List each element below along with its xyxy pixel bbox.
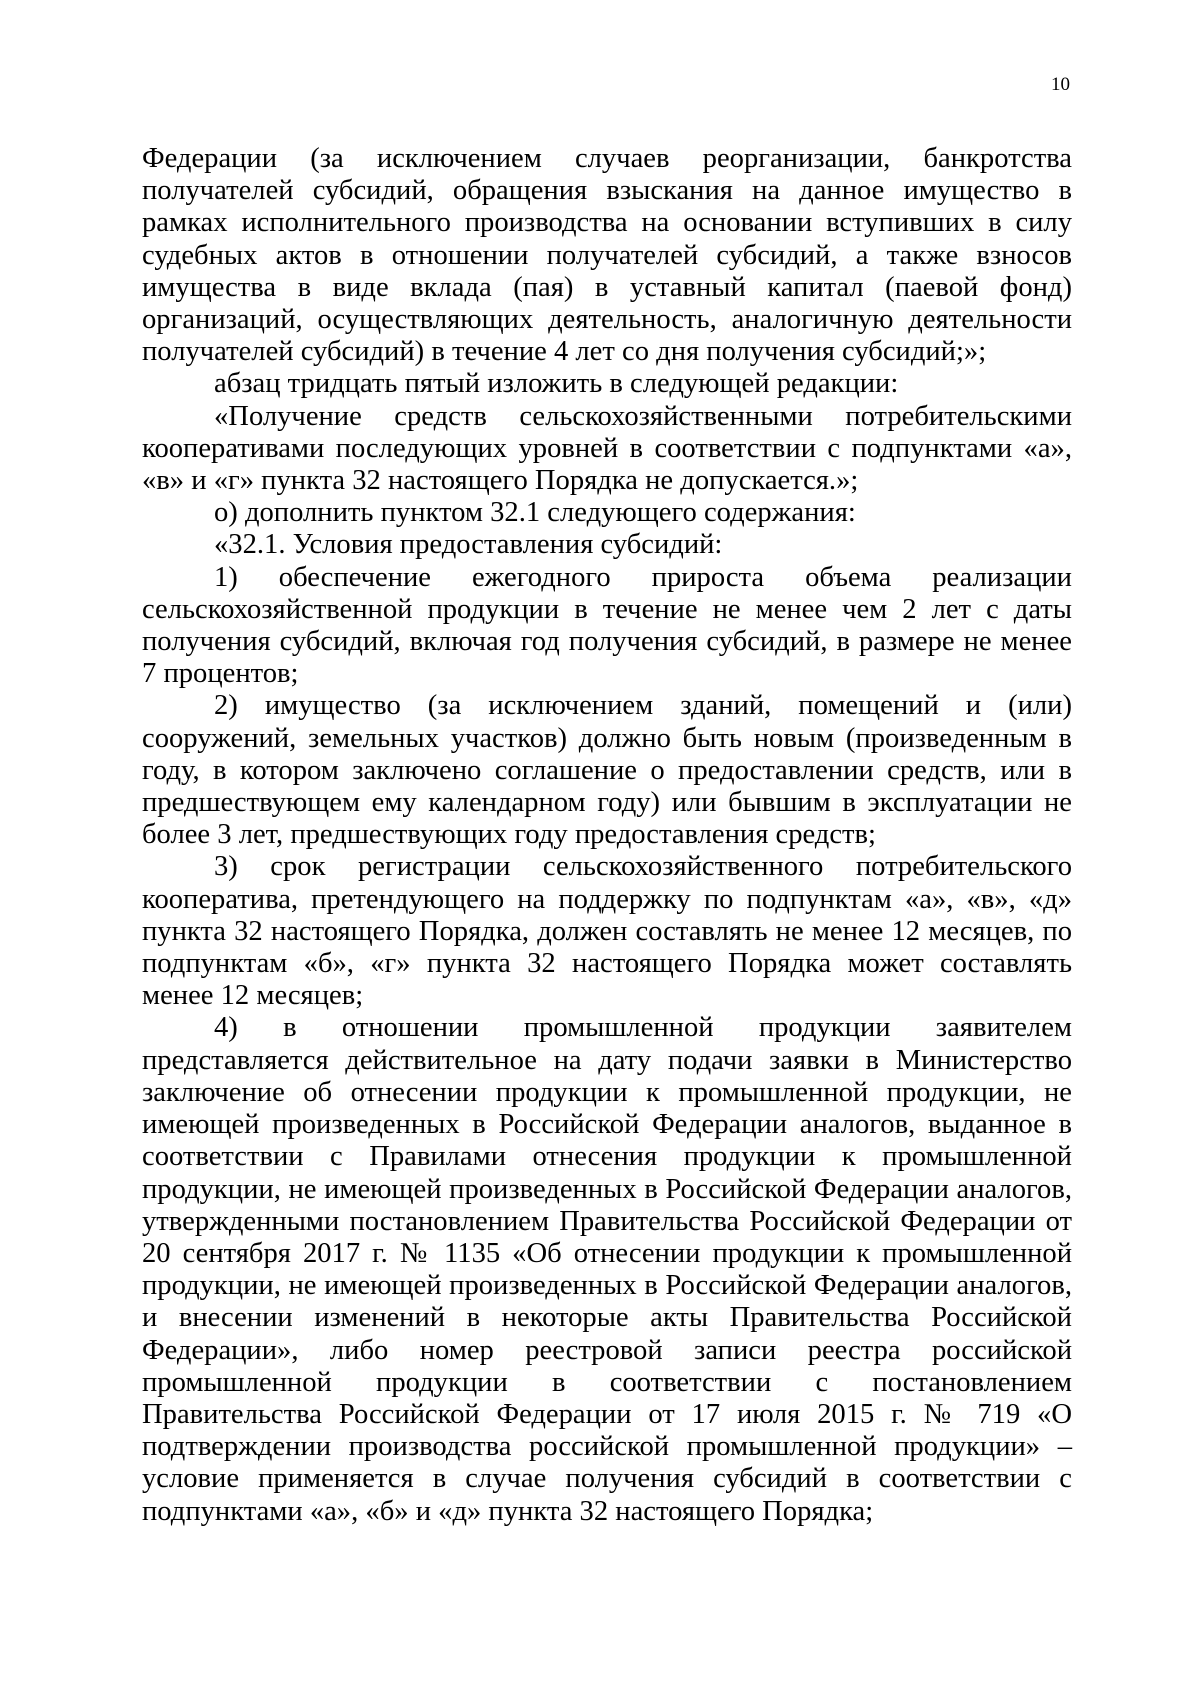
paragraph-amendment-text: «Получение средств сельскохозяйственными потребительскими кооперативами последующих уровней в соответствии с подпунктами «а», «в» и «г» пункта 32 настоящего Порядка не допускается.»; — [142, 400, 1072, 497]
page-number: 10 — [1051, 74, 1070, 95]
paragraph-condition-4: 4) в отношении промышленной продукции заявителем представляется действительное на дату подачи заявки в Министерство заключение об отнесении продукции к промышленной продукции, не имеющей произведенных в Российской Федерации аналогов, выданное в соответствии с Правилами отнесения продукции к промышленной продукции, не имеющей произведенных в Российской Федерации аналогов, утвержденными постановлением Правительства Российской Федерации от 20 сентября 2017 г. № 1135 «Об отнесении продукции к промышленной продукции, не имеющей произведенных в Российской Федерации аналогов, и внесении изменений в некоторые акты Правительства Российской Федерации», либо номер реестровой записи реестра российской промышленной продукции в соответствии с постановлением Правительства Российской Федерации от 17 июля 2015 г. № 719 «О подтверждении производства российской промышленной продукции» – условие применяется в случае получения субсидий в соответствии с подпунктами «а», «б» и «д» пункта 32 настоящего Порядка; — [142, 1012, 1072, 1527]
document-body — [142, 143, 1072, 1528]
paragraph-condition-1: 1) обеспечение ежегодного прироста объема реализации сельскохозяйственной продукции в течение не менее чем 2 лет с даты получения субсидий, включая год получения субсидий, в размере не менее 7 процентов; — [142, 561, 1072, 690]
paragraph-condition-2: 2) имущество (за исключением зданий, помещений и (или) сооружений, земельных участков) должно быть новым (произведенным в году, в котором заключено соглашение о предоставлении средств, или в предшествующем ему календарном году) или бывшим в эксплуатации не более 3 лет, предшествующих году предоставления средств; — [142, 690, 1072, 851]
paragraph-amendment-instruction: абзац тридцать пятый изложить в следующей редакции: — [214, 368, 899, 400]
paragraph-condition-3: 3) срок регистрации сельскохозяйственного потребительского кооператива, претендующего на поддержку по подпунктам «а», «в», «д» пункта 32 настоящего Порядка, должен составлять не менее 12 месяцев, по подпунктам «б», «г» пункта 32 настоящего Порядка может составлять менее 12 месяцев; — [142, 851, 1072, 1012]
paragraph-continuation: Федерации (за исключением случаев реорганизации, банкротства получателей субсидий, обращения взыскания на данное имущество в рамках исполнительного производства на основании вступивших в силу судебных актов в отношении получателей субсидий, а также взносов имущества в виде вклада (пая) в уставный капитал (паевой фонд) организаций, осуществляющих деятельность, аналогичную деятельности получателей субсидий) в течение 4 лет со дня получения субсидий;»; — [142, 143, 1072, 368]
paragraph-subitem-o: о) дополнить пунктом 32.1 следующего содержания: — [214, 497, 856, 529]
paragraph-heading-32-1: «32.1. Условия предоставления субсидий: — [214, 529, 723, 561]
